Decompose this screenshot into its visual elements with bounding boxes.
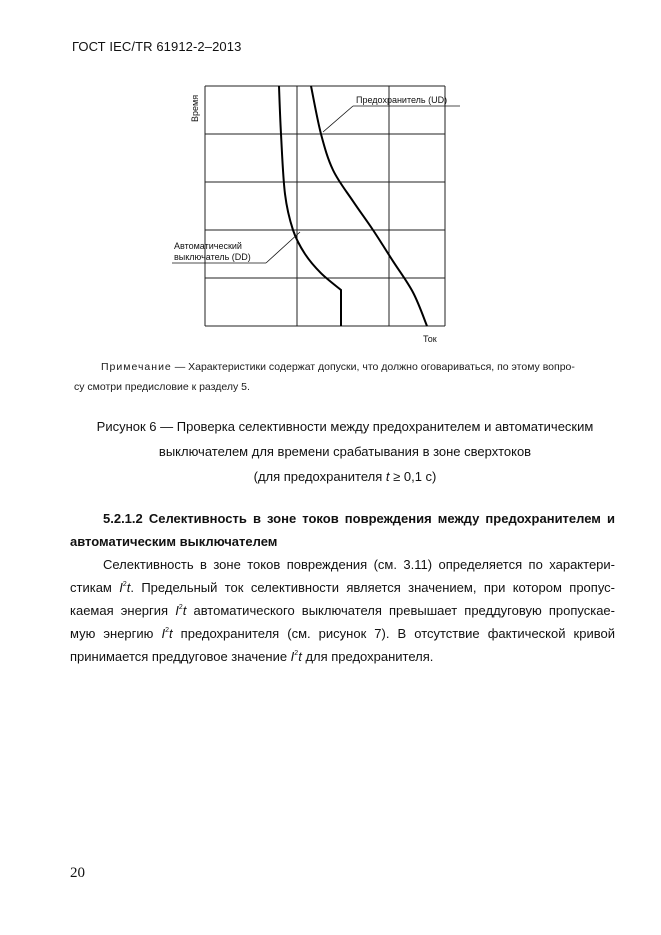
para-part-d: предохранителя (см. рисунок 7). В отсутствие фактической кривой принимается преддуговое значение	[70, 626, 615, 664]
grid	[205, 86, 448, 326]
document-header: ГОСТ IEC/TR 61912-2–2013	[72, 39, 242, 54]
i2t-formula-2: $I^2t$	[175, 603, 187, 618]
para-part-c: автоматического выключателя превышает преддуговую пропускае-мую энергию	[70, 603, 615, 641]
x-axis-label: Ток	[423, 334, 437, 344]
note-line-2: су смотри предисловие к разделу 5.	[74, 381, 250, 393]
note-line-1	[101, 357, 611, 377]
caption-line-3-pre: (для предохранителя	[253, 469, 386, 484]
breaker-curve-dd	[279, 86, 341, 326]
selectivity-chart	[160, 80, 460, 350]
note-text-1: — Характеристики содержат допуски, что должно оговариваться, по этому вопро-	[171, 361, 575, 373]
caption-line-2: выключателем для времени срабатывания в зоне сверхтоков	[158, 444, 532, 459]
figure-note	[74, 357, 611, 397]
fuse-curve-ud	[311, 86, 427, 326]
note-label: Примечание	[101, 361, 172, 373]
para-part-e: для предохранителя.	[301, 649, 434, 664]
caption-variable-t: t	[385, 469, 390, 484]
para-part-a: Селективность в зоне токов повреждения (см. 3.11) определяется по характери-стикам	[70, 557, 615, 595]
i2t-formula-3: $I^2t$	[161, 626, 173, 641]
section-heading: 5.2.1.2 Селективность в зоне токов повреждения между предохранителем и автоматическим выключателем	[70, 511, 615, 549]
caption-line-3-post: ≥ 0,1 с)	[389, 469, 437, 484]
i2t-formula-4: $I^2t$	[290, 649, 302, 664]
i2t-formula-1: $I^2t$	[119, 580, 131, 595]
section-5-2-1-2	[70, 507, 615, 668]
fuse-curve-label: Предохранитель (UD)	[356, 95, 448, 105]
section-paragraph	[70, 553, 615, 668]
y-axis-label: Время	[190, 94, 200, 122]
breaker-curve-label-2: выключатель (DD)	[174, 252, 251, 262]
fuse-label-leader	[323, 106, 353, 132]
para-part-b: . Предельный ток селективности является значением, при котором пропус-каемая энергия	[70, 580, 615, 618]
breaker-label-leader	[266, 232, 300, 263]
figure-caption	[60, 414, 630, 489]
breaker-curve-label-1: Автоматический	[174, 241, 242, 251]
caption-line-3	[60, 464, 630, 489]
page-number: 20	[70, 865, 85, 881]
caption-line-1: Рисунок 6 — Проверка селективности между предохранителем и автоматическим	[96, 419, 594, 434]
